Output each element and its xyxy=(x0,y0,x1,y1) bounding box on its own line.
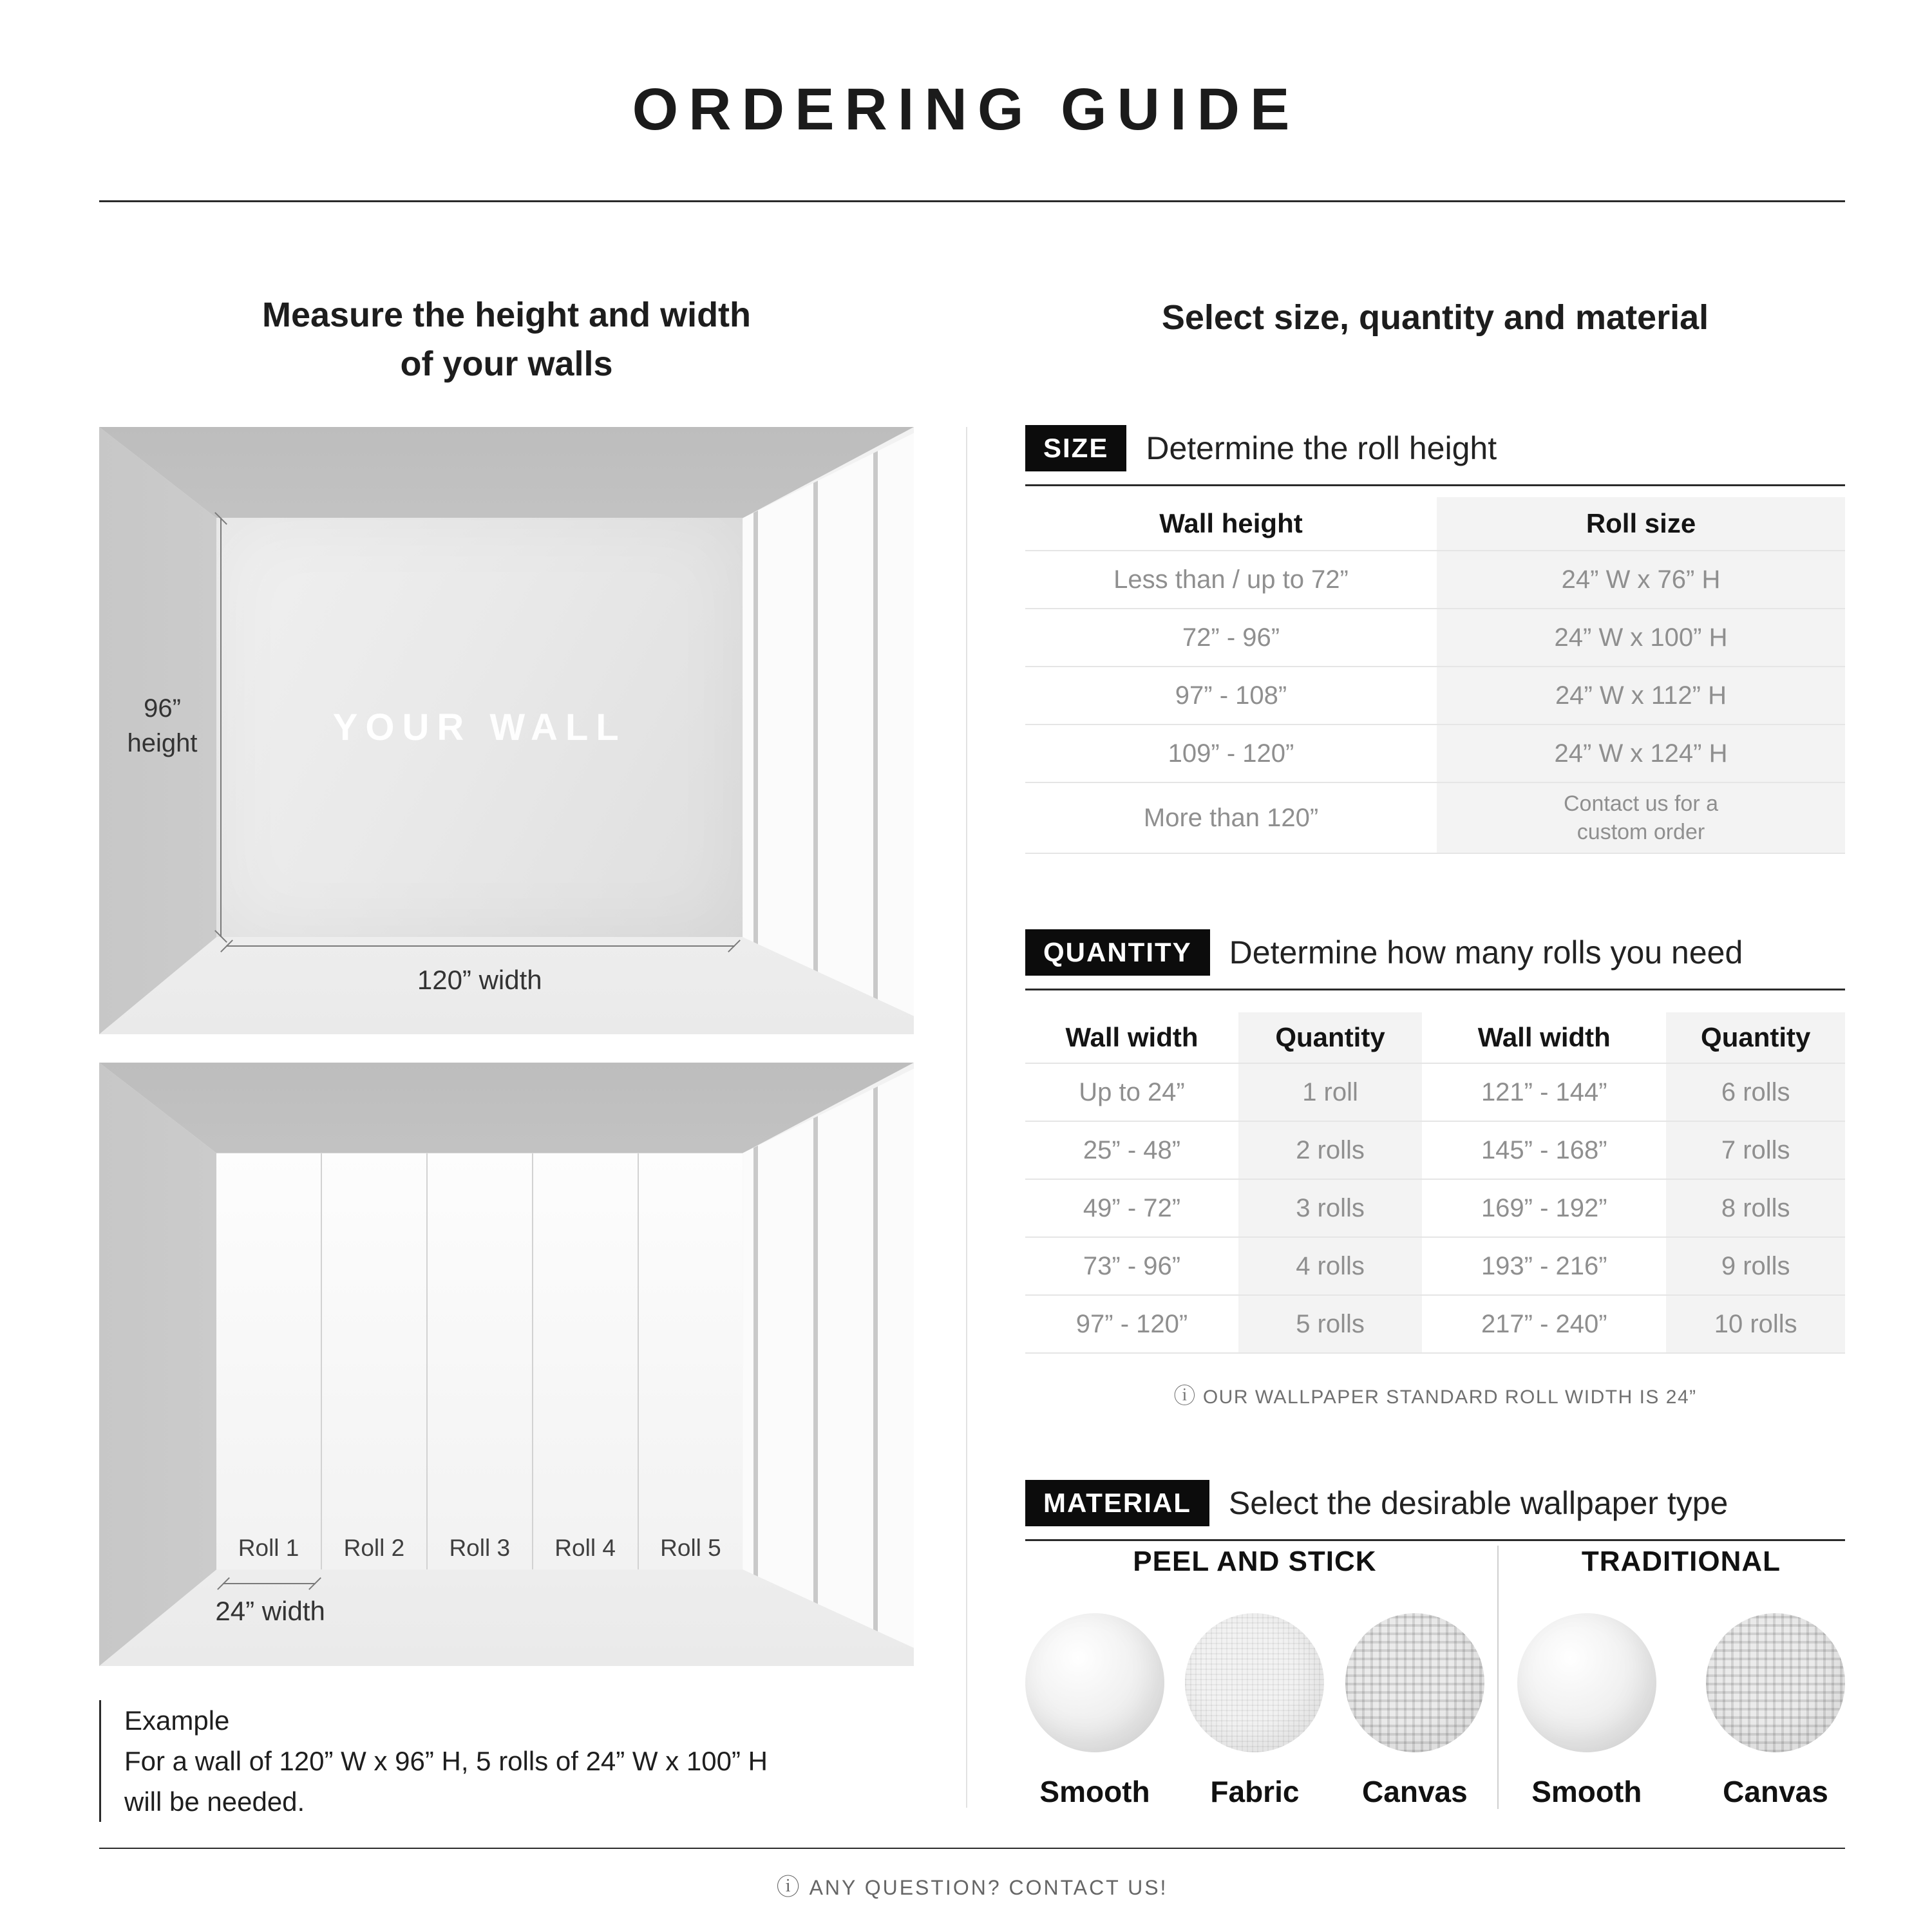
size-subtitle: Determine the roll height xyxy=(1146,430,1497,466)
qty-cell: 217” - 240” xyxy=(1481,1309,1607,1338)
qty-cell: 9 rolls xyxy=(1666,1238,1845,1294)
width-label: 120” width xyxy=(417,965,542,996)
footer-contact xyxy=(99,1869,1845,1902)
swatch-label: Smooth xyxy=(1531,1775,1642,1808)
table-row xyxy=(1025,1180,1845,1238)
table-row xyxy=(1025,1122,1845,1180)
table-row xyxy=(1025,725,1845,783)
roll-2-label: Roll 2 xyxy=(343,1535,405,1562)
table-row xyxy=(1025,1296,1845,1354)
qty-cell: 4 rolls xyxy=(1238,1238,1422,1294)
qty-cell: 145” - 168” xyxy=(1481,1135,1607,1164)
room-illustration-rolls xyxy=(99,1063,914,1666)
top-divider-line xyxy=(99,200,1845,202)
left-heading-line2: of your walls xyxy=(400,344,613,383)
qty-cell: 6 rolls xyxy=(1666,1064,1845,1121)
roll-1-label: Roll 1 xyxy=(238,1535,299,1562)
swatch-fabric xyxy=(1185,1613,1324,1809)
qty-cell: 7 rolls xyxy=(1666,1122,1845,1179)
qty-cell: 97” - 120” xyxy=(1075,1309,1188,1338)
material-chip: MATERIAL xyxy=(1025,1480,1209,1526)
footer-text: ANY QUESTION? CONTACT US! xyxy=(809,1876,1168,1899)
swatch-label: Smooth xyxy=(1039,1775,1150,1808)
qty-cell: Up to 24” xyxy=(1079,1077,1185,1106)
table-row xyxy=(1025,551,1845,609)
swatch-canvas xyxy=(1345,1613,1484,1809)
qty-cell: 1 roll xyxy=(1238,1064,1422,1121)
height-measure-line xyxy=(220,518,222,937)
qty-cell: 3 rolls xyxy=(1238,1180,1422,1236)
table-row xyxy=(1025,1064,1845,1122)
example-line2: will be needed. xyxy=(124,1786,305,1817)
roll-3-label: Roll 3 xyxy=(449,1535,511,1562)
custom-order-line1: Contact us for a xyxy=(1564,791,1719,816)
size-row-roll: 24” W x 76” H xyxy=(1437,551,1845,608)
canvas-texture-icon xyxy=(1345,1613,1484,1752)
note-text: OUR WALLPAPER STANDARD ROLL WIDTH IS 24” xyxy=(1202,1387,1697,1408)
peel-and-stick-title: PEEL AND STICK xyxy=(1133,1546,1377,1577)
qty-cell: 169” - 192” xyxy=(1481,1193,1607,1222)
qty-header-quantity-1: Quantity xyxy=(1238,1012,1422,1063)
room-illustration-wall xyxy=(99,427,914,1034)
material-subtitle: Select the desirable wallpaper type xyxy=(1228,1485,1728,1521)
quantity-table xyxy=(1025,1012,1845,1354)
example-title: Example xyxy=(124,1705,230,1736)
quantity-table-header-row xyxy=(1025,1012,1845,1064)
table-row xyxy=(1025,783,1845,854)
size-row-roll: 24” W x 112” H xyxy=(1437,667,1845,724)
qty-cell: 10 rolls xyxy=(1666,1296,1845,1352)
page-title: ORDERING GUIDE xyxy=(632,77,1300,142)
column-divider-line xyxy=(966,427,967,1808)
size-row-wall: More than 120” xyxy=(1143,803,1319,832)
width-measure-line xyxy=(226,945,734,947)
quantity-chip: QUANTITY xyxy=(1025,929,1210,976)
smooth-texture-icon xyxy=(1025,1613,1164,1752)
size-row-wall: 72” - 96” xyxy=(1182,623,1280,652)
size-col-roll-size: Roll size xyxy=(1437,497,1845,550)
table-row xyxy=(1025,667,1845,725)
swatch-label: Fabric xyxy=(1210,1775,1300,1808)
height-word: height xyxy=(127,729,198,758)
roll-4-label: Roll 4 xyxy=(554,1535,616,1562)
roll-panel-5 xyxy=(639,1153,743,1570)
qty-cell: 193” - 216” xyxy=(1481,1251,1607,1280)
qty-cell: 49” - 72” xyxy=(1083,1193,1181,1222)
your-wall-surface xyxy=(216,518,743,937)
qty-cell: 73” - 96” xyxy=(1083,1251,1181,1280)
peel-and-stick-group xyxy=(1025,1546,1484,1809)
roll-panel-1 xyxy=(216,1153,322,1570)
material-options xyxy=(1025,1546,1845,1809)
custom-order-line2: custom order xyxy=(1577,820,1705,845)
fabric-texture-icon xyxy=(1185,1613,1324,1752)
peel-and-stick-swatches xyxy=(1025,1613,1484,1809)
size-row-roll xyxy=(1437,783,1845,853)
size-row-wall: 97” - 108” xyxy=(1175,681,1287,710)
info-icon: ⓘ xyxy=(1173,1384,1197,1408)
swatch-canvas xyxy=(1706,1613,1845,1809)
traditional-title: TRADITIONAL xyxy=(1581,1546,1781,1577)
traditional-swatches xyxy=(1517,1613,1845,1809)
table-row xyxy=(1025,609,1845,667)
size-table xyxy=(1025,497,1845,854)
canvas-texture-icon xyxy=(1706,1613,1845,1752)
size-col-wall-height: Wall height xyxy=(1159,508,1303,538)
swatch-label: Canvas xyxy=(1362,1775,1468,1808)
example-block xyxy=(99,1700,914,1822)
roll-panel-4 xyxy=(533,1153,639,1570)
roll-width-note xyxy=(1025,1378,1845,1410)
height-value: 96” xyxy=(144,694,181,723)
quantity-subtitle: Determine how many rolls you need xyxy=(1229,934,1743,971)
roll-panel-2 xyxy=(322,1153,428,1570)
height-label xyxy=(115,691,209,761)
bottom-divider-line xyxy=(99,1848,1845,1849)
size-row-roll: 24” W x 100” H xyxy=(1437,609,1845,666)
roll-panels xyxy=(216,1153,743,1570)
roll-width-measure-line xyxy=(223,1583,316,1584)
size-table-header-row xyxy=(1025,497,1845,551)
roll-width-label: 24” width xyxy=(215,1596,325,1627)
qty-cell: 121” - 144” xyxy=(1481,1077,1607,1106)
info-icon: ⓘ xyxy=(776,1873,802,1900)
size-row-wall: 109” - 120” xyxy=(1168,739,1294,768)
qty-cell: 8 rolls xyxy=(1666,1180,1845,1236)
size-row-roll: 24” W x 124” H xyxy=(1437,725,1845,782)
your-wall-label: YOUR WALL xyxy=(332,706,627,749)
swatch-smooth xyxy=(1025,1613,1164,1809)
qty-header-wall-width-2: Wall width xyxy=(1477,1022,1611,1052)
size-chip: SIZE xyxy=(1025,425,1126,471)
qty-header-wall-width-1: Wall width xyxy=(1065,1022,1198,1052)
swatch-label: Canvas xyxy=(1723,1775,1828,1808)
material-section-header xyxy=(1025,1480,1845,1541)
qty-header-quantity-2: Quantity xyxy=(1666,1012,1845,1063)
qty-cell: 5 rolls xyxy=(1238,1296,1422,1352)
size-section-header xyxy=(1025,425,1845,486)
qty-cell: 2 rolls xyxy=(1238,1122,1422,1179)
right-column-heading: Select size, quantity and material xyxy=(1161,298,1709,337)
roll-5-label: Roll 5 xyxy=(660,1535,721,1562)
quantity-section-header xyxy=(1025,929,1845,990)
qty-cell: 25” - 48” xyxy=(1083,1135,1181,1164)
left-column-heading xyxy=(99,291,914,388)
traditional-group xyxy=(1517,1546,1845,1809)
swatch-smooth xyxy=(1517,1613,1656,1809)
left-heading-line1: Measure the height and width xyxy=(261,296,752,334)
size-row-wall: Less than / up to 72” xyxy=(1113,565,1349,594)
smooth-texture-icon xyxy=(1517,1613,1656,1752)
example-line1: For a wall of 120” W x 96” H, 5 rolls of 24” W x 100” H xyxy=(124,1746,768,1776)
material-group-divider xyxy=(1497,1546,1499,1809)
table-row xyxy=(1025,1238,1845,1296)
roll-panel-3 xyxy=(428,1153,533,1570)
